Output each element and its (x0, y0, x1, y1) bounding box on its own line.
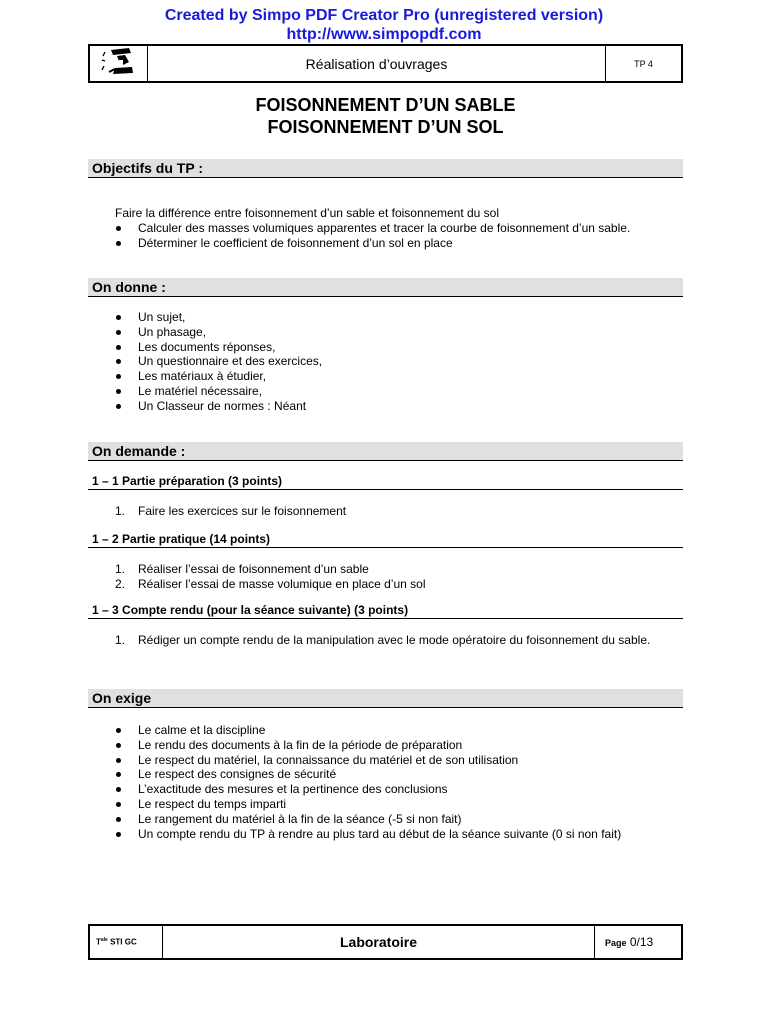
title-line-2: FOISONNEMENT D’UN SOL (267, 117, 504, 137)
list-item: Un Classeur de normes : Néant (115, 399, 677, 414)
bullet-icon (116, 743, 121, 748)
bullet-icon (116, 226, 121, 231)
list-item: Les matériaux à étudier, (115, 369, 677, 384)
list-item: Déterminer le coefficient de foisonnement d’un sol en place (115, 236, 677, 251)
worker-logo-icon (99, 63, 139, 80)
list-item: Le respect du temps imparti (115, 797, 677, 812)
section-on-exige-heading: On exige (88, 689, 683, 708)
bullet-icon (116, 817, 121, 822)
list-item: Le calme et la discipline (115, 723, 677, 738)
list-item: Le respect des consignes de sécurité (115, 767, 677, 782)
list-item: L’exactitude des mesures et la pertinence des conclusions (115, 782, 677, 797)
bullet-icon (116, 802, 121, 807)
list-item: 1. Rédiger un compte rendu de la manipulation avec le mode opératoire du foisonnement du sable. (115, 633, 651, 647)
part1-heading: 1 – 1 Partie préparation (3 points) (88, 473, 683, 490)
on-exige-list (115, 723, 677, 841)
list-item: Calculer des masses volumiques apparentes et tracer la courbe de foisonnement d’un sable. (115, 221, 677, 236)
list-item: 1. Réaliser l’essai de foisonnement d’un sable (115, 562, 369, 576)
part3-block (115, 633, 677, 648)
bullet-icon (116, 787, 121, 792)
header-frame (88, 44, 683, 83)
section-on-demande-heading: On demande : (88, 442, 683, 461)
on-donne-block (115, 310, 677, 414)
watermark-url: http://www.simpopdf.com (286, 26, 482, 43)
footer-frame (88, 924, 683, 960)
list-item: Un compte rendu du TP à rendre au plus tard au début de la séance suivante (0 si non fait) (115, 827, 677, 842)
part2-heading: 1 – 2 Partie pratique (14 points) (88, 531, 683, 548)
footer-class: $T^{ale}$ STI GC (89, 925, 163, 959)
header-title: Réalisation d’ouvrages (148, 45, 606, 82)
list-item: Un questionnaire et des exercices, (115, 354, 677, 369)
part1-list (115, 504, 677, 519)
part2-block (115, 562, 677, 592)
page-label: Page (605, 938, 627, 948)
part1-block (115, 504, 677, 519)
part2-list (115, 562, 677, 592)
objectifs-intro: Faire la différence entre foisonnement d’un sable et foisonnement du sol (115, 206, 500, 220)
on-donne-list (115, 310, 677, 414)
list-item: Un sujet, (115, 310, 677, 325)
objectifs-list (115, 221, 677, 251)
section-on-donne-heading: On donne : (88, 278, 683, 297)
bullet-icon (116, 728, 121, 733)
list-item: Un phasage, (115, 325, 677, 340)
list-item: Le matériel nécessaire, (115, 384, 677, 399)
bullet-icon (116, 832, 121, 837)
page-title (88, 94, 683, 138)
list-item: Le rendu des documents à la fin de la période de préparation (115, 738, 677, 753)
bullet-icon (116, 772, 121, 777)
list-item: Le respect du matériel, la connaissance du matériel et de son utilisation (115, 753, 677, 768)
bullet-icon (116, 404, 121, 409)
bullet-icon (116, 359, 121, 364)
bullet-icon (116, 374, 121, 379)
section-objectifs-heading: Objectifs du TP : (88, 159, 683, 178)
footer-title: Laboratoire (163, 925, 595, 959)
list-item: Les documents réponses, (115, 340, 677, 355)
part3-list (115, 633, 677, 648)
bullet-icon (116, 241, 121, 246)
watermark-line1: Created by Simpo PDF Creator Pro (unregistered version) (164, 7, 604, 24)
logo-cell (89, 45, 148, 82)
bullet-icon (116, 315, 121, 320)
bullet-icon (116, 345, 121, 350)
list-item: 2. Réaliser l’essai de masse volumique en place d’un sol (115, 576, 426, 591)
header-ref: TP 4 (606, 45, 683, 82)
part3-heading: 1 – 3 Compte rendu (pour la séance suivante) (3 points) (88, 602, 683, 619)
page-number: 0/13 (629, 935, 654, 949)
list-item: Le rangement du matériel à la fin de la séance (-5 si non fait) (115, 812, 677, 827)
objectifs-block (115, 206, 677, 250)
bullet-icon (116, 389, 121, 394)
list-item: 1. Faire les exercices sur le foisonnement (115, 504, 347, 518)
on-exige-block (115, 723, 677, 841)
footer-page (595, 925, 683, 959)
bullet-icon (116, 758, 121, 763)
title-line-1: FOISONNEMENT D’UN SABLE (255, 95, 516, 115)
bullet-icon (116, 330, 121, 335)
